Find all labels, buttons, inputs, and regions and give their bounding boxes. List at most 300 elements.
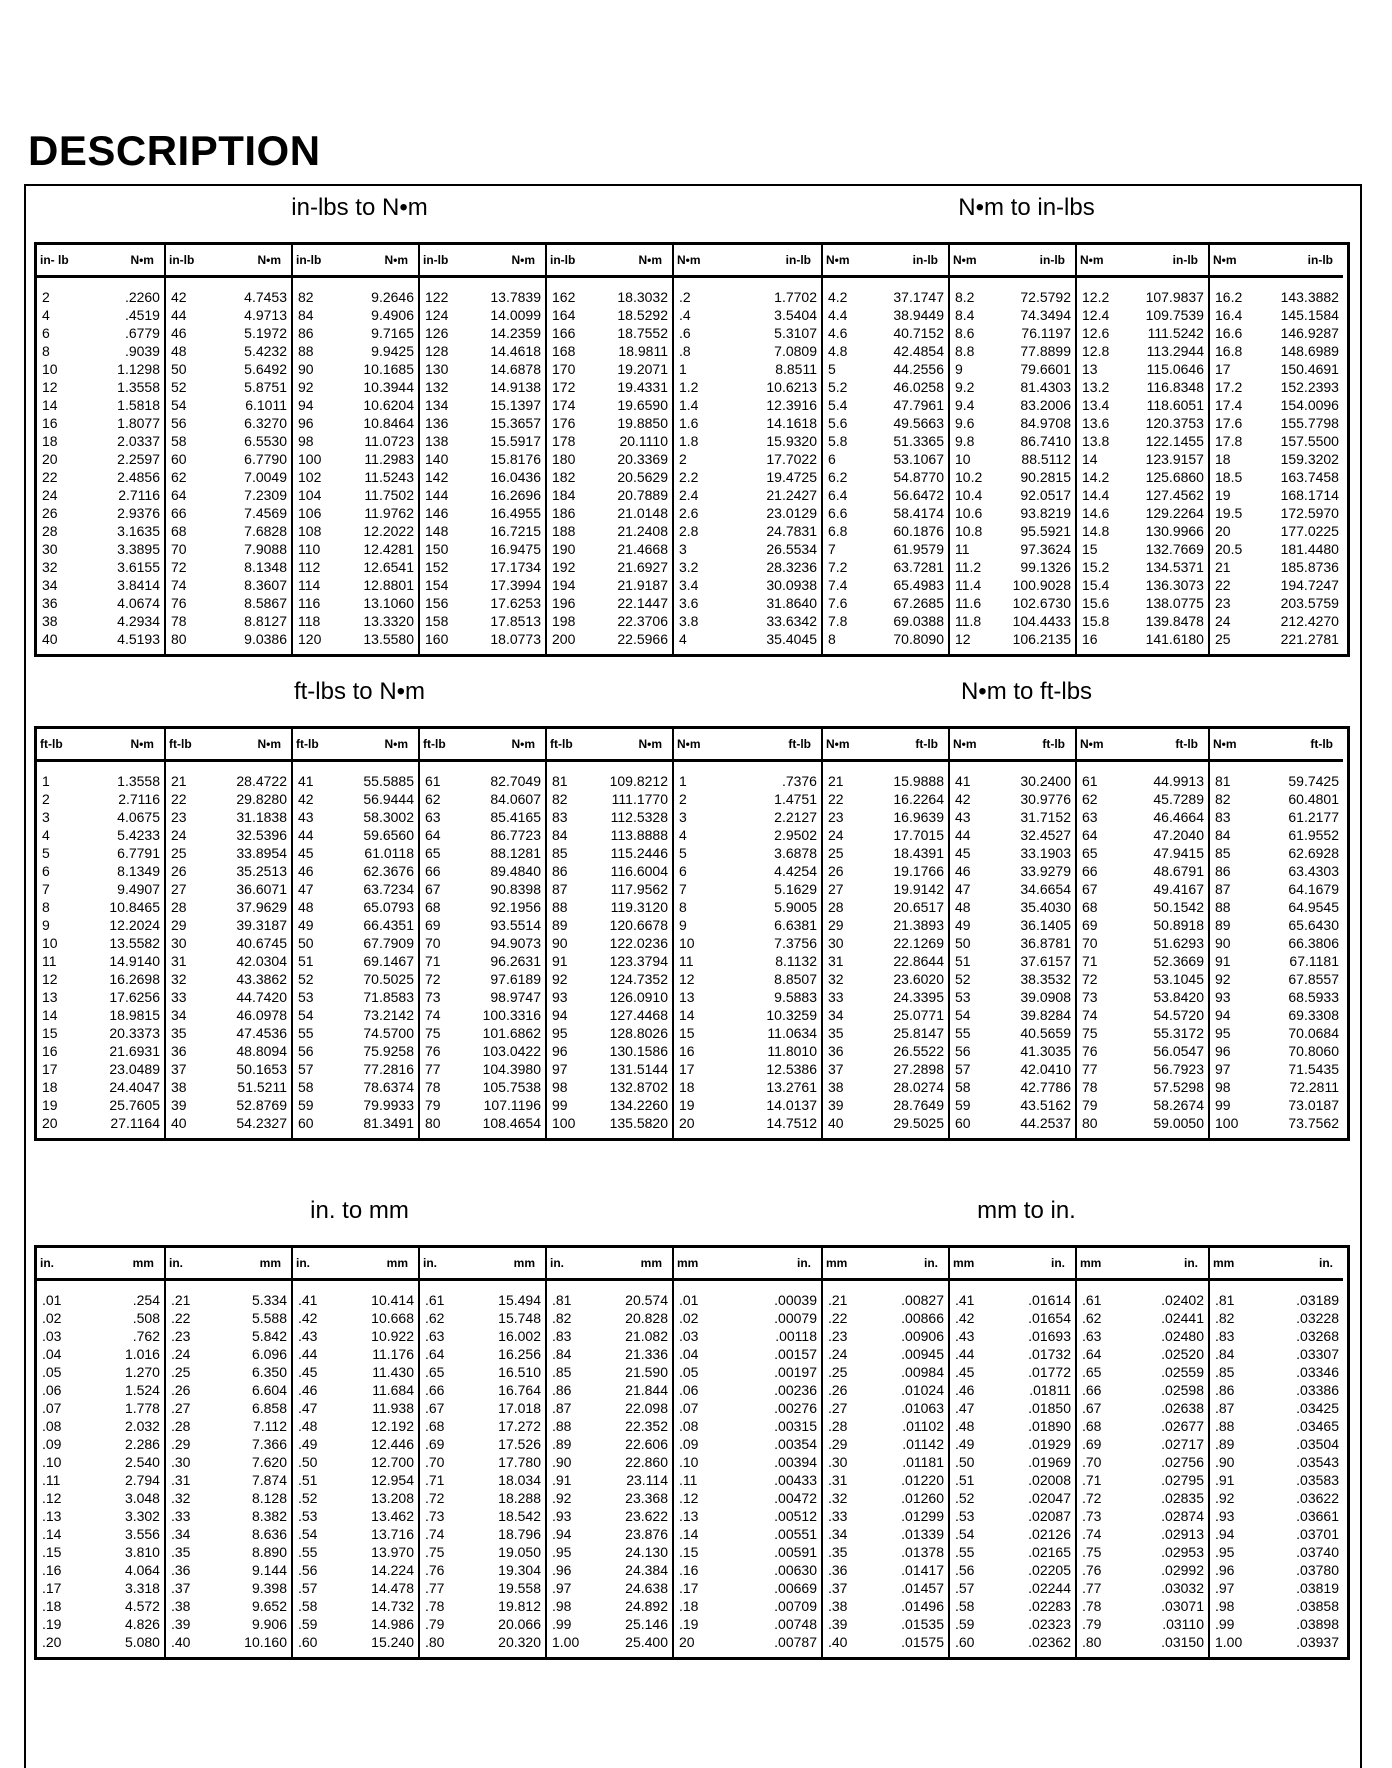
table-cell: .21: [828, 1292, 848, 1308]
table-cell: .00906: [901, 1328, 944, 1344]
table-cell: 71: [425, 953, 441, 969]
table-cell: 36.8781: [1020, 935, 1071, 951]
table-cell: 7.6828: [244, 523, 287, 539]
source-value-column: [37, 1291, 80, 1651]
table-cell: .03661: [1296, 1508, 1339, 1524]
table-cell: 25: [828, 845, 844, 861]
table-cell: 19.4331: [617, 379, 668, 395]
table-cell: 11: [42, 953, 57, 969]
table-column-group: [948, 245, 1075, 654]
table-cell: 70.8090: [893, 631, 944, 647]
table-cell: .03701: [1296, 1526, 1339, 1542]
table-cell: .16: [679, 1562, 699, 1578]
table-cell: 5: [828, 361, 836, 377]
table-cell: 70.5025: [363, 971, 414, 987]
table-cell: .67: [425, 1400, 445, 1416]
table-cell: .15: [42, 1544, 62, 1560]
table-cell: 26.5522: [893, 1043, 944, 1059]
table-column-group: [418, 729, 545, 1138]
table-cell: 8.8: [955, 343, 975, 359]
table-cell: 6: [42, 863, 50, 879]
column-header: ft-lb: [296, 737, 319, 751]
table-cell: 51: [298, 953, 314, 969]
table-cell: 22.606: [625, 1436, 668, 1452]
table-cell: 47.2040: [1153, 827, 1204, 843]
table-cell: 11.2983: [364, 451, 414, 467]
table-cell: 3.048: [124, 1490, 160, 1506]
table-cell: 184: [552, 487, 576, 503]
table-cell: 124: [425, 307, 449, 323]
table-cell: 24: [42, 487, 58, 503]
table-cell: .87: [1215, 1400, 1235, 1416]
table-cell: .00236: [774, 1382, 817, 1398]
table-cell: .88: [552, 1418, 572, 1434]
table-cell: 20.574: [625, 1292, 668, 1308]
table-cell: 46: [955, 863, 971, 879]
table-cell: .72: [1082, 1490, 1102, 1506]
table-cell: 83: [552, 809, 568, 825]
table-cell: 46.0258: [893, 379, 944, 395]
column-headers: [166, 1248, 291, 1281]
table-cell: 70.0684: [1288, 1025, 1339, 1041]
table-cell: 81.3491: [363, 1115, 414, 1131]
table-cell: 139.8478: [1145, 613, 1204, 629]
column-header: in-lb: [1307, 253, 1333, 267]
table-cell: 140: [425, 451, 449, 467]
source-value-column: [1077, 288, 1122, 648]
table-cell: 25: [1215, 631, 1231, 647]
table-cell: 14.986: [371, 1616, 414, 1632]
table-cell: 152: [425, 559, 449, 575]
table-cell: 22: [828, 791, 844, 807]
table-cell: .02402: [1161, 1292, 1204, 1308]
table-cell: 33.6342: [766, 613, 817, 629]
table-cell: 50.8918: [1153, 917, 1204, 933]
table-cell: 17.1734: [490, 559, 541, 575]
table-cell: 93: [552, 989, 568, 1005]
table-cell: 186: [552, 505, 576, 521]
table-cell: 15.1397: [490, 397, 541, 413]
table-cell: 9.7165: [371, 325, 414, 341]
table-cell: 44: [298, 827, 314, 843]
table-cell: 22.1447: [617, 595, 668, 611]
table-cell: 60: [298, 1115, 314, 1131]
column-header: N•m: [1080, 253, 1104, 267]
table-cell: 44.2556: [893, 361, 944, 377]
table-cell: .01181: [902, 1454, 944, 1470]
table-cell: .03504: [1296, 1436, 1339, 1452]
table-cell: 5.8: [828, 433, 848, 449]
table-cell: 33.9279: [1020, 863, 1071, 879]
table-cell: 12.4: [1082, 307, 1110, 323]
table-cell: 108: [298, 523, 322, 539]
table-cell: 136.3073: [1145, 577, 1204, 593]
table-cell: 3.556: [124, 1526, 160, 1542]
table-cell: 61.2177: [1288, 809, 1339, 825]
table-cell: .59: [298, 1616, 318, 1632]
table-cell: 9.398: [251, 1580, 287, 1596]
table-cell: 5.6: [828, 415, 848, 431]
table-cell: 10.3944: [363, 379, 414, 395]
table-cell: 63: [1082, 809, 1098, 825]
table-cell: 200: [552, 631, 576, 647]
source-value-column: [1210, 288, 1255, 648]
table-cell: 66: [425, 863, 441, 879]
table-cell: .03346: [1296, 1364, 1339, 1380]
table-cell: 142: [425, 469, 449, 485]
table-column-group: [545, 1248, 672, 1657]
table-cell: 52: [955, 971, 971, 987]
table-cell: 28.7649: [893, 1097, 944, 1113]
table-cell: 168: [552, 343, 576, 359]
table-cell: 58: [955, 1079, 971, 1095]
table-cell: 86.7723: [490, 827, 541, 843]
table-cell: .00433: [774, 1472, 817, 1488]
table-cell: 122.0236: [609, 935, 668, 951]
table-cell: 73.7562: [1288, 1115, 1339, 1131]
converted-value-column: [724, 772, 821, 1132]
table-cell: 111.5242: [1147, 325, 1204, 341]
table-cell: 67.8557: [1288, 971, 1339, 987]
table-cell: 51.3365: [893, 433, 944, 449]
table-cell: 20.828: [625, 1310, 668, 1326]
table-cell: 63.4303: [1288, 863, 1339, 879]
table-cell: .00315: [774, 1418, 817, 1434]
table-cell: 2.9502: [774, 827, 817, 843]
table-cell: 84: [552, 827, 568, 843]
table-cell: 178: [552, 433, 576, 449]
table-cell: 2.7116: [118, 791, 160, 807]
table-cell: 23: [1215, 595, 1231, 611]
table-cell: 35: [171, 1025, 187, 1041]
table-cell: 62: [425, 791, 441, 807]
source-value-column: [37, 288, 80, 648]
table-cell: 18.288: [498, 1490, 541, 1506]
table-cell: 29.8280: [236, 791, 287, 807]
table-cell: 4.5193: [117, 631, 160, 647]
table-cell: 84: [298, 307, 314, 323]
table-cell: 34: [828, 1007, 844, 1023]
table-cell: 22.860: [625, 1454, 668, 1470]
table-cell: 25.0771: [893, 1007, 944, 1023]
table-cell: .8: [679, 343, 691, 359]
table-cell: 36: [171, 1043, 187, 1059]
table-cell: .00787: [774, 1634, 817, 1650]
conversion-table: [34, 1245, 1350, 1660]
table-cell: .03268: [1296, 1328, 1339, 1344]
table-cell: .02008: [1028, 1472, 1071, 1488]
table-cell: 75: [425, 1025, 441, 1041]
table-cell: 10: [955, 451, 971, 467]
table-cell: 13.7839: [490, 289, 541, 305]
table-cell: 9.652: [251, 1598, 287, 1614]
table-cell: .08: [42, 1418, 62, 1434]
table-cell: 16.7215: [490, 523, 541, 539]
column-header: mm: [1213, 1256, 1235, 1270]
table-cell: .39: [828, 1616, 848, 1632]
table-cell: .56: [298, 1562, 318, 1578]
column-headers: [1210, 1248, 1343, 1281]
table-cell: .79: [1082, 1616, 1102, 1632]
table-cell: 76: [171, 595, 187, 611]
table-cell: .10: [42, 1454, 62, 1470]
table-cell: 4.2: [828, 289, 848, 305]
table-cell: .43: [955, 1328, 975, 1344]
table-cell: 84.0607: [490, 791, 541, 807]
table-cell: 54: [298, 1007, 314, 1023]
table-cell: 14.4: [1082, 487, 1110, 503]
table-cell: 5: [42, 845, 50, 861]
table-cell: 3.4: [679, 577, 699, 593]
table-cell: 69.0388: [893, 613, 944, 629]
table-cell: 143.3882: [1280, 289, 1339, 305]
table-cell: 16.2696: [490, 487, 541, 503]
table-cell: 15: [679, 1025, 695, 1041]
source-value-column: [674, 1291, 724, 1651]
table-cell: .03543: [1296, 1454, 1339, 1470]
table-cell: 14.9140: [109, 953, 160, 969]
table-cell: 34: [171, 1007, 187, 1023]
table-cell: .01535: [901, 1616, 944, 1632]
column-headers: [547, 245, 672, 278]
table-cell: 1.6: [679, 415, 699, 431]
table-cell: 22: [42, 469, 58, 485]
column-header: in.: [1051, 1256, 1065, 1270]
table-cell: 89: [1215, 917, 1231, 933]
source-value-column: [823, 772, 866, 1132]
table-column-group: [1075, 729, 1208, 1138]
table-cell: 11.430: [372, 1364, 414, 1380]
table-cell: 10: [42, 935, 58, 951]
table-cell: .02795: [1161, 1472, 1204, 1488]
table-cell: .02598: [1161, 1382, 1204, 1398]
table-cell: .44: [955, 1346, 975, 1362]
table-cell: .91: [552, 1472, 572, 1488]
table-cell: 2.7116: [118, 487, 160, 503]
table-cell: 10.160: [244, 1634, 287, 1650]
table-cell: 16: [42, 1043, 58, 1059]
table-cell: 14.0099: [490, 307, 541, 323]
table-cell: .91: [1215, 1472, 1235, 1488]
table-cell: .01732: [1028, 1346, 1071, 1362]
table-cell: 22.8644: [893, 953, 944, 969]
table-cell: 15.494: [498, 1292, 541, 1308]
table-cell: .83: [1215, 1328, 1235, 1344]
table-cell: 3.810: [124, 1544, 160, 1560]
table-cell: 13.716: [371, 1526, 414, 1542]
column-header: mm: [1080, 1256, 1102, 1270]
table-cell: 6.8: [828, 523, 848, 539]
table-cell: 16.510: [498, 1364, 541, 1380]
table-cell: .18: [42, 1598, 62, 1614]
table-cell: 2.2597: [117, 451, 160, 467]
column-header: in-lb: [1039, 253, 1065, 267]
table-cell: 26: [42, 505, 58, 521]
converted-value-column: [866, 1291, 949, 1651]
table-cell: 14.2: [1082, 469, 1110, 485]
table-cell: 93: [1215, 989, 1231, 1005]
table-cell: 37: [828, 1061, 844, 1077]
table-cell: 4.0674: [117, 595, 160, 611]
table-cell: .10: [679, 1454, 699, 1470]
table-cell: .54: [298, 1526, 318, 1542]
table-cell: 87: [1215, 881, 1231, 897]
table-cell: .05: [42, 1364, 62, 1380]
converted-value-column: [1255, 772, 1343, 1132]
table-cell: 7.874: [251, 1472, 287, 1488]
table-cell: .71: [1082, 1472, 1102, 1488]
table-cell: 18.5: [1215, 469, 1243, 485]
table-cell: .03150: [1161, 1634, 1204, 1650]
table-cell: 182: [552, 469, 576, 485]
table-cell: .03465: [1296, 1418, 1339, 1434]
table-cell: 25.146: [625, 1616, 668, 1632]
table-cell: 20.5: [1215, 541, 1243, 557]
table-cell: 57: [955, 1061, 971, 1077]
table-cell: 40: [828, 1115, 844, 1131]
table-cell: 18: [1215, 451, 1231, 467]
table-cell: .02756: [1161, 1454, 1204, 1470]
table-cell: .01260: [901, 1490, 944, 1506]
table-cell: 61.9552: [1288, 827, 1339, 843]
source-value-column: [950, 772, 993, 1132]
table-column-group: [948, 729, 1075, 1138]
table-cell: 24.638: [625, 1580, 668, 1596]
table-cell: 130.9966: [1145, 523, 1204, 539]
table-cell: 64: [425, 827, 441, 843]
table-cell: .762: [132, 1328, 160, 1344]
table-cell: 8.1349: [117, 863, 160, 879]
table-cell: 42.4854: [893, 343, 944, 359]
table-cell: .03: [679, 1328, 699, 1344]
table-cell: 22: [1215, 577, 1231, 593]
table-cell: 72: [425, 971, 441, 987]
table-cell: 59.7425: [1288, 773, 1339, 789]
table-cell: .55: [955, 1544, 975, 1560]
table-cell: 26.5534: [766, 541, 817, 557]
table-cell: .00984: [901, 1364, 944, 1380]
table-cell: 14.732: [371, 1598, 414, 1614]
table-cell: 6.858: [251, 1400, 287, 1416]
table-cell: 82: [552, 791, 568, 807]
column-header: mm: [513, 1256, 535, 1270]
table-cell: .98: [552, 1598, 572, 1614]
table-cell: 6.7790: [244, 451, 287, 467]
table-cell: 31.8640: [766, 595, 817, 611]
table-cell: 6.096: [251, 1346, 287, 1362]
table-cell: 15.240: [371, 1634, 414, 1650]
table-cell: 8.2: [955, 289, 975, 305]
table-cell: .84: [1215, 1346, 1235, 1362]
table-cell: .03819: [1296, 1580, 1339, 1596]
table-column-group: [821, 729, 948, 1138]
table-cell: 221.2781: [1280, 631, 1339, 647]
table-cell: 11.4: [955, 577, 982, 593]
table-cell: 30: [171, 935, 187, 951]
table-cell: 45.7289: [1153, 791, 1204, 807]
table-cell: 19: [1215, 487, 1231, 503]
table-cell: 10.3259: [766, 1007, 817, 1023]
table-cell: 86: [298, 325, 314, 341]
table-cell: .00866: [901, 1310, 944, 1326]
table-cell: 14.224: [371, 1562, 414, 1578]
table-cell: 26: [828, 863, 844, 879]
table-column-group: [164, 729, 291, 1138]
table-cell: 10.414: [371, 1292, 414, 1308]
table-cell: 11.9762: [364, 505, 414, 521]
table-cell: 17: [679, 1061, 695, 1077]
table-cell: 69: [1082, 917, 1098, 933]
table-cell: .19: [42, 1616, 62, 1632]
table-cell: .39: [171, 1616, 191, 1632]
converted-value-column: [590, 772, 673, 1132]
table-cell: 55.3172: [1153, 1025, 1204, 1041]
table-cell: 90: [298, 361, 314, 377]
table-cell: 5.588: [251, 1310, 287, 1326]
table-cell: 36.6071: [236, 881, 287, 897]
table-cell: .12: [679, 1490, 699, 1506]
table-cell: 4.2934: [117, 613, 160, 629]
table-cell: 107.9837: [1145, 289, 1204, 305]
table-cell: 104.3980: [482, 1061, 541, 1077]
table-cell: 70: [425, 935, 441, 951]
table-cell: 157.5500: [1280, 433, 1339, 449]
column-header: ft-lb: [1042, 737, 1065, 751]
table-cell: .62: [425, 1310, 445, 1326]
table-cell: 14: [679, 1007, 695, 1023]
table-cell: 34: [42, 577, 58, 593]
table-cell: 55: [298, 1025, 314, 1041]
table-cell: 31: [171, 953, 187, 969]
table-cell: .51: [955, 1472, 975, 1488]
table-cell: 102: [298, 469, 322, 485]
column-header: N•m: [130, 737, 154, 751]
table-cell: 76.1197: [1021, 325, 1071, 341]
source-value-column: [37, 772, 80, 1132]
column-header: ft-lb: [40, 737, 63, 751]
table-cell: .06: [679, 1382, 699, 1398]
table-cell: 11.176: [372, 1346, 414, 1362]
table-cell: 8.8127: [244, 613, 287, 629]
table-cell: 23.6020: [893, 971, 944, 987]
table-cell: .60: [955, 1634, 975, 1650]
table-cell: 123.3794: [609, 953, 668, 969]
table-cell: 90.2815: [1020, 469, 1071, 485]
table-cell: 20: [1215, 523, 1231, 539]
column-header: N•m: [384, 737, 408, 751]
table-cell: 54: [171, 397, 187, 413]
column-header: N•m: [677, 253, 701, 267]
table-cell: 8: [42, 343, 50, 359]
table-cell: 48: [955, 899, 971, 915]
table-cell: 12.446: [371, 1436, 414, 1452]
table-cell: 21.336: [625, 1346, 668, 1362]
table-cell: 4.9713: [244, 307, 287, 323]
table-cell: .02: [679, 1310, 699, 1326]
table-cell: 38.3532: [1020, 971, 1071, 987]
table-cell: 55.5885: [363, 773, 414, 789]
table-cell: 7.0049: [244, 469, 287, 485]
table-cell: .66: [1082, 1382, 1102, 1398]
table-cell: 12.6541: [363, 559, 414, 575]
table-cell: 101.6862: [482, 1025, 541, 1041]
table-cell: 7.2309: [244, 487, 287, 503]
table-cell: 44.2537: [1020, 1115, 1071, 1131]
table-cell: 35.4030: [1020, 899, 1071, 915]
table-cell: .96: [1215, 1562, 1235, 1578]
table-cell: 3.5404: [774, 307, 817, 323]
table-cell: 11.7502: [364, 487, 414, 503]
